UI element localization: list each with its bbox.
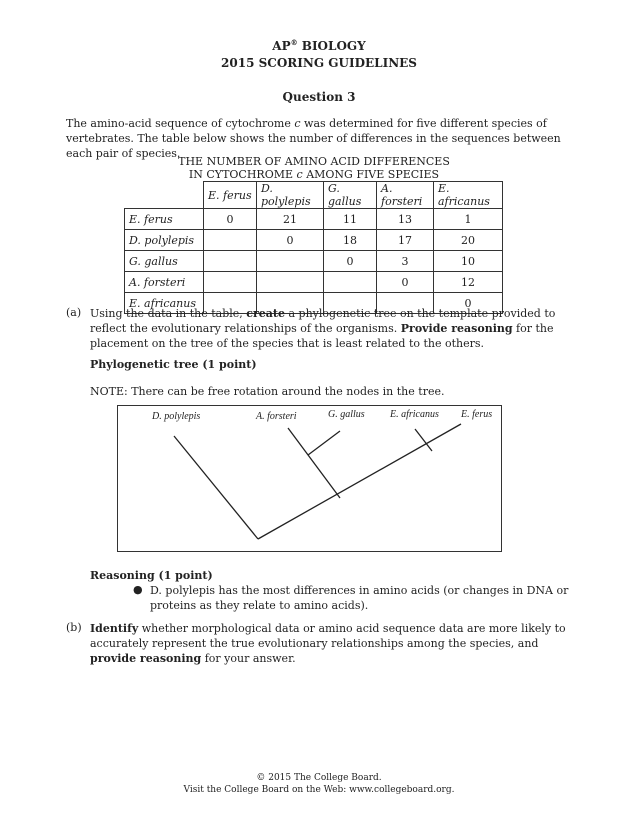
part-b-label: (b): [66, 621, 82, 634]
footer-website: Visit the College Board on the Web: www.collegeboard.org.: [183, 785, 455, 795]
phylogenetic-tree-template: [117, 405, 502, 552]
tree-note: NOTE: There can be free rotation around the nodes in the tree.: [90, 385, 445, 398]
bullet-icon: ●: [133, 583, 143, 596]
tree-branch: [415, 429, 432, 451]
table-row: G. gallus 0 3 10: [125, 251, 503, 272]
footer: [0, 772, 638, 796]
column-header: A. forsteri: [377, 182, 434, 209]
question-heading: Question 3: [282, 90, 356, 104]
title-prefix: AP: [272, 39, 291, 53]
tree-label: D. polylepis: [152, 411, 201, 422]
tree-heading: Phylogenetic tree (1 point): [90, 358, 257, 371]
tree-label: E. ferus: [461, 409, 493, 420]
footer-copyright: © 2015 The College Board.: [256, 773, 382, 783]
amino-acid-differences-table: [124, 181, 503, 314]
intro-paragraph: The amino-acid sequence of cytochrome c was determined for five different species of vertebrates. The table below shows the number of differences in the sequences between each pair of species.: [66, 117, 561, 160]
corner-cell: [125, 182, 204, 209]
tree-branch: [174, 436, 258, 539]
tree-branch: [288, 428, 340, 498]
tree-label: A. forsteri: [256, 411, 297, 422]
column-header: G. gallus: [324, 182, 377, 209]
column-header: E. ferus: [204, 182, 257, 209]
part-a-prompt: Using the data in the table, create a phylogenetic tree on the template provided to reflect the evolutionary relationships of the organisms. Provide reasoning for the placement on the tree of the species that is least related to the others.: [90, 307, 556, 350]
table-row: D. polylepis 0 18 17 20: [125, 230, 503, 251]
registered-mark: ®: [290, 38, 298, 47]
table-row: A. forsteri 0 12: [125, 272, 503, 293]
tree-label: G. gallus: [328, 409, 365, 420]
table-row: E. africanus 0: [125, 293, 503, 314]
tree-branch: [258, 424, 461, 539]
reasoning-bullet: D. polylepis has the most differences in amino acids (or changes in DNA or proteins as they relate to amino acids).: [150, 584, 569, 612]
table-caption: THE NUMBER OF AMINO ACID DIFFERENCES IN CYTOCHROME c AMONG FIVE SPECIES: [178, 155, 450, 181]
page-title: [0, 38, 638, 53]
column-header: D. polylepis: [257, 182, 324, 209]
table-header-row: [125, 182, 503, 209]
tree-branch: [308, 431, 340, 455]
phylogenetic-tree: [118, 406, 501, 551]
tree-label: E. africanus: [390, 409, 439, 420]
table-row: E. ferus 0 21 11 13 1: [125, 209, 503, 230]
part-b-prompt: Identify whether morphological data or amino acid sequence data are more likely to accurately represent the true evolutionary relationships among the species, and provide reasoning for your answer.: [90, 622, 566, 665]
column-header: E. africanus: [434, 182, 503, 209]
title-suffix: BIOLOGY: [297, 39, 366, 53]
reasoning-heading: Reasoning (1 point): [90, 569, 213, 582]
page-subtitle: 2015 SCORING GUIDELINES: [221, 56, 417, 70]
part-a-label: (a): [66, 306, 82, 319]
